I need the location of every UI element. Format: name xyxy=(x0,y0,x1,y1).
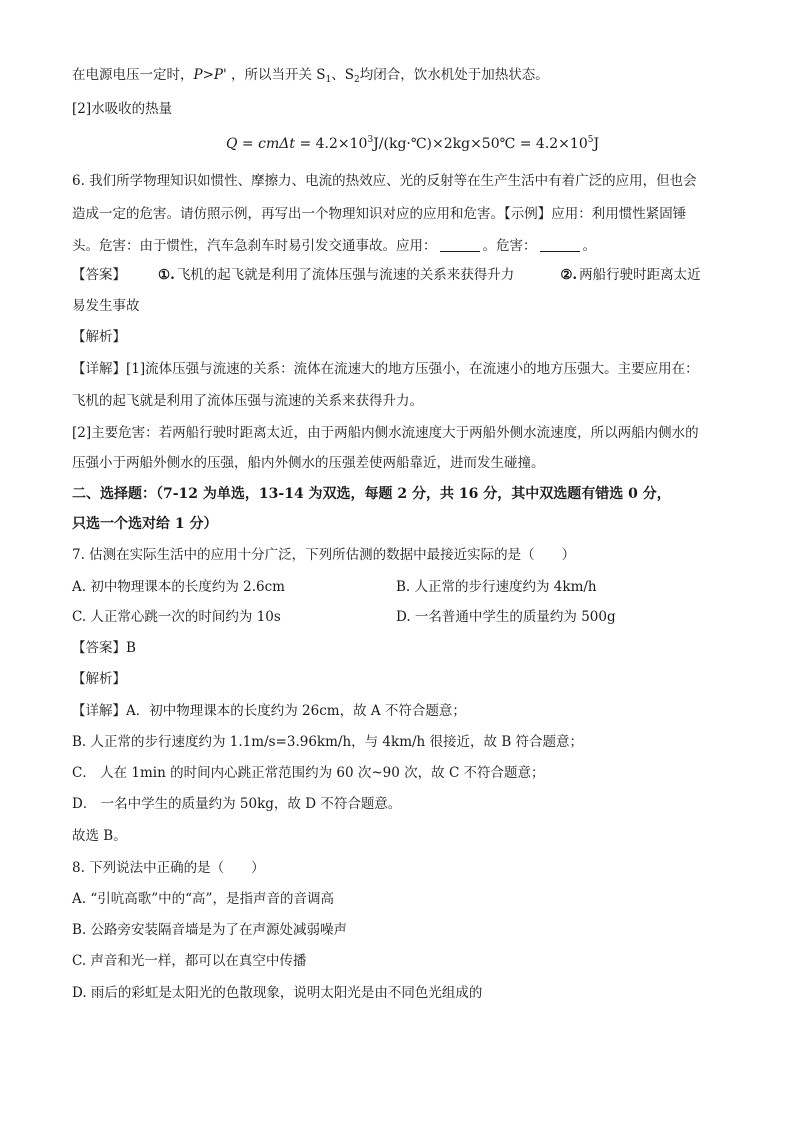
q6-detail-2: 飞机的起飞就是利用了流体压强与流速的关系来获得升力。 xyxy=(72,393,423,409)
q7-analysis-tag: 【解析】 xyxy=(72,671,126,687)
answer-tag: 【答案】 xyxy=(72,267,126,283)
q7-detail-1: 【详解】A．初中物理课本的长度约为 26cm，故 A 不符合题意； xyxy=(72,703,466,719)
subscript: 2 xyxy=(354,75,360,85)
section-heading-1: 二、选择题：（7-12 为单选，13-14 为双选，每题 2 分，共 16 分，其中双选题有错选 0 分， xyxy=(72,486,671,502)
answer-number: ②. xyxy=(560,267,578,283)
q6-analysis-tag: 【解析】 xyxy=(72,329,126,345)
subscript: 1 xyxy=(325,75,332,85)
q7-conclusion: 故选 B。 xyxy=(72,828,127,844)
line-heat-absorbed: [2]水吸收的热量 xyxy=(72,101,173,117)
symbol-delta-t: Δt xyxy=(279,136,295,152)
q7-options-row-1 xyxy=(72,578,722,596)
q7-detail-2: B. 人正常的步行速度约为 1.1m/s=3.96km/h，与 4km/h 很接近，故 B 符合题意； xyxy=(72,734,584,750)
answer-blank xyxy=(440,239,480,252)
text: = 4.2×10 xyxy=(295,136,368,152)
option-d: D. 一名普通中学生的质量约为 500g xyxy=(396,609,616,625)
text: ，所以当开关 S xyxy=(226,67,326,83)
option-b: B. 人正常的步行速度约为 4km/h xyxy=(396,579,597,595)
symbol-gt: > xyxy=(202,67,214,83)
exponent: 5 xyxy=(587,135,594,145)
q6-detail-1: 【详解】[1]流体压强与流速的关系：流体在流速大的地方压强小，在流速小的地方压强大。主要应用在： xyxy=(72,361,699,377)
text: 、S xyxy=(331,67,355,83)
text: J xyxy=(593,136,600,152)
text: 均闭合，饮水机处于加热状态。 xyxy=(359,67,549,83)
text: 。 xyxy=(582,238,596,254)
section-heading-2: 只选一个选对给 1 分） xyxy=(72,516,218,532)
q6-answer-cont: 易发生事故 xyxy=(72,298,140,314)
q8-stem: 8. 下列说法中正确的是（ ） xyxy=(72,860,265,876)
q6-detail-4: 压强小于两船外侧水的压强，船内外侧水的压强差使两船靠近，进而发生碰撞。 xyxy=(72,455,545,471)
option-c: C. 人正常心跳一次的时间约为 10s xyxy=(72,609,281,625)
option-a: A. 初中物理课本的长度约为 2.6cm xyxy=(72,579,285,595)
q6-line-1: 6. 我们所学物理知识如惯性、摩擦力、电流的热效应、光的反射等在生产生活中有着广泛的应用，但也会 xyxy=(72,173,697,189)
q7-detail-4: D． 一名中学生的质量约为 50kg，故 D 不符合题意。 xyxy=(72,796,402,812)
text: 。危害： xyxy=(482,238,537,254)
answer-blank xyxy=(540,239,580,252)
text: 头。危害：由于惯性，汽车急刹车时易引发交通事故。应用： xyxy=(72,238,437,254)
line-heating-state xyxy=(72,66,549,89)
text: 在电源电压一定时， xyxy=(72,67,194,83)
symbol-cm: cm xyxy=(258,136,280,152)
q6-line-3 xyxy=(72,237,596,255)
text: J/(kg·℃)×2kg×50℃ = 4.2×10 xyxy=(373,136,588,152)
exponent: 3 xyxy=(367,135,374,145)
q8-option-c: C. 声音和光一样，都可以在真空中传播 xyxy=(72,953,307,969)
q8-option-b: B. 公路旁安装隔音墙是为了在声源处减弱噪声 xyxy=(72,922,348,938)
symbol-q: Q xyxy=(226,136,238,152)
q6-line-2: 造成一定的危害。请仿照示例，再写出一个物理知识对应的应用和危害。【示例】应用：利用惯性紧固锤 xyxy=(72,206,687,222)
answer-number: ①. xyxy=(158,267,175,283)
q7-answer: 【答案】B xyxy=(72,640,136,656)
q7-stem: 7. 估测在实际生活中的应用十分广泛，下列所估测的数据中最接近实际的是（ ） xyxy=(72,547,576,563)
heat-formula xyxy=(226,135,599,152)
text: = xyxy=(237,136,259,152)
q7-detail-3: C． 人在 1min 的时间内心跳正常范围约为 60 次~90 次，故 C 不符合题意； xyxy=(72,765,545,781)
answer-text: 两船行驶时距离太近 xyxy=(579,267,701,283)
q6-answer xyxy=(72,266,701,284)
q8-option-a: A. “引吭高歌”中的“高”，是指声音的音调高 xyxy=(72,891,334,907)
symbol-p: P xyxy=(193,67,203,83)
q6-detail-3: [2]主要危害：若两船行驶时距离太近，由于两船内侧水流速度大于两船外侧水流速度，所以两船内侧水的 xyxy=(72,425,699,441)
q7-options-row-2 xyxy=(72,608,722,626)
symbol-p-prime: P' xyxy=(213,67,227,83)
q8-option-d: D. 雨后的彩虹是太阳光的色散现象，说明太阳光是由不同色光组成的 xyxy=(72,985,483,1001)
answer-text: 飞机的起飞就是利用了流体压强与流速的关系来获得升力 xyxy=(176,267,515,283)
